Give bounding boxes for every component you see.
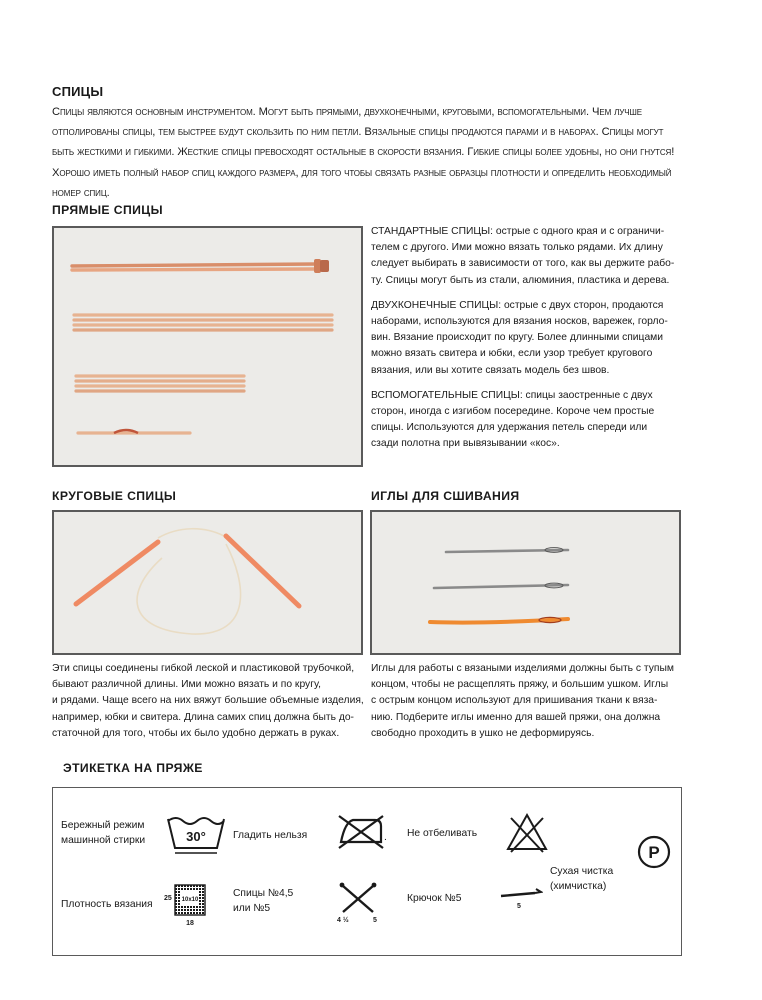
intro-paragraph: [52, 102, 712, 203]
text-line: следует выбирать в зависимости от того, как вы держите рабо-: [371, 258, 675, 270]
text-line: статочной для того, чтобы их было удобно держать в руках.: [52, 727, 340, 739]
gauge-label: Плотность вязания: [61, 899, 153, 910]
intro-line: Спицы являются основным инструментом. Могут быть прямыми, двухконечными, круговыми, вспомогательными. Чем лучше: [52, 106, 642, 118]
text-line: свободно проходить в ушко не деформируясь.: [371, 727, 595, 739]
iron-dot: .: [384, 832, 387, 843]
photo-circular-needles: [52, 510, 363, 655]
double-pointed-needles-long: [74, 315, 332, 330]
text-line: и рядами. Чаще всего на них вяжут большие объемные изделия,: [52, 695, 364, 707]
text-line: например, юбки и свитера. Длина самих спиц должна быть до-: [52, 711, 354, 723]
text-line: телем с другого. Ими можно вязать только рядами. Их длину: [371, 242, 663, 254]
section-title-knitting-needles: СПИЦЫ: [52, 84, 104, 99]
intro-line: Хорошо иметь полный набор спиц каждого размера, для того чтобы связать разные образцы плотности и определить необходимый: [52, 166, 672, 179]
knit-size-right: 5: [373, 917, 377, 924]
gauge-square: 10x10: [181, 897, 199, 903]
photo-straight-needles: [52, 226, 363, 467]
double-pointed-paragraph: [371, 298, 701, 379]
double-pointed-needles-short: [76, 376, 244, 391]
circular-needles-description: [52, 661, 372, 742]
no-iron-icon: [335, 814, 391, 850]
knit-needles-label: [233, 886, 293, 916]
heading-yarn-label: ЭТИКЕТКА НА ПРЯЖЕ: [63, 761, 203, 775]
heading-circular-needles: КРУГОВЫЕ СПИЦЫ: [52, 489, 177, 503]
text-line: вязания, или вы хотите связать модель без швов.: [371, 364, 610, 376]
text-line: концом, чтобы не расщеплять пряжу, и большим ушком. Иглы: [371, 679, 669, 691]
crochet-hook-icon: [499, 886, 543, 910]
text-line: вин. Вязание происходит по кругу. Более длинными спицами: [371, 332, 663, 344]
crochet-size: 5: [517, 903, 521, 910]
intro-line: отполированы спицы, тем быстрее будут скользить по ним петли. Вязальные спицы продаются парами и в наборах. Спицы могут: [52, 126, 664, 139]
heading-straight-needles: ПРЯМЫЕ СПИЦЫ: [52, 203, 163, 217]
gauge-stitches: 18: [186, 920, 194, 927]
text-line: нию. Подберите иглы именно для вашей пряжи, она должна: [371, 711, 661, 723]
text-line: наборами, используются для вязания носков, варежек, горло-: [371, 316, 668, 328]
sewing-needles-description: [371, 661, 701, 742]
no-bleach-icon: [505, 812, 549, 854]
knit-size-left: 4 ½: [337, 917, 349, 924]
crochet-label: Крючок №5: [407, 893, 462, 904]
text-line: можно вязать свитера и юбки, если узор требует кругового: [371, 348, 653, 360]
gauge-rows: 25: [164, 895, 172, 902]
heading-sewing-needles: ИГЛЫ ДЛЯ СШИВАНИЯ: [371, 489, 520, 503]
text-line: Спицы №4,5: [233, 888, 294, 899]
text-line: ДВУХКОНЕЧНЫЕ СПИЦЫ: острые с двух сторон, продаются: [371, 299, 664, 311]
wash-temp: 30°: [186, 829, 206, 844]
text-line: спицы. Используются для удержания петель спереди или: [371, 422, 648, 434]
text-line: машинной стирки: [61, 835, 146, 846]
text-line: (химчистка): [550, 881, 607, 892]
photo-sewing-needles: [370, 510, 681, 655]
gauge-swatch-icon: [163, 882, 209, 928]
intro-line: быть жесткими и гибкими. Жесткие спицы превосходят остальные в скорости вязания. Гибкие спицы более удобны, но они гнутся!: [52, 146, 675, 159]
knitting-needles-icon: [335, 882, 381, 924]
dry-clean-label: [550, 864, 613, 894]
bleach-label: Не отбеливать: [407, 828, 478, 839]
intro-line: номер спиц.: [52, 186, 110, 199]
wash-30-icon: [165, 816, 227, 856]
cable-needle-illustration: [78, 430, 190, 433]
text-line: Иглы для работы с вязаными изделиями должны быть с тупым: [371, 663, 674, 674]
yarn-label-box: [52, 787, 682, 956]
text-line: СТАНДАРТНЫЕ СПИЦЫ: острые с одного края и с ограничи-: [371, 226, 665, 237]
iron-label: Гладить нельзя: [233, 830, 308, 841]
text-line: Бережный режим: [61, 820, 145, 831]
dry-clean-symbol: P: [648, 843, 660, 862]
straight-needles-description: [371, 224, 701, 453]
text-line: Эти спицы соединены гибкой леской и пластиковой трубочкой,: [52, 663, 355, 674]
text-line: или №5: [233, 903, 271, 914]
cable-needles-paragraph: [371, 388, 701, 453]
text-line: ВСПОМОГАТЕЛЬНЫЕ СПИЦЫ: спицы заостренные с двух: [371, 389, 653, 401]
text-line: сторон, иногда с изгибом посередине. Короче чем простые: [371, 406, 655, 418]
standard-needles-paragraph: [371, 224, 701, 289]
text-line: бывают различной длины. Ими можно вязать и по кругу,: [52, 679, 321, 691]
text-line: с острым концом используют для пришивания ткани к вяза-: [371, 695, 658, 707]
wash-label: [61, 818, 145, 848]
text-line: ту. Спицы могут быть из стали, алюминия, пластика и дерева.: [371, 274, 670, 286]
dry-clean-p-icon: [636, 834, 672, 870]
text-line: Сухая чистка: [550, 866, 614, 877]
standard-needles-illustration: [72, 259, 329, 273]
text-line: сзади полотна при вывязывании «кос».: [371, 438, 560, 450]
